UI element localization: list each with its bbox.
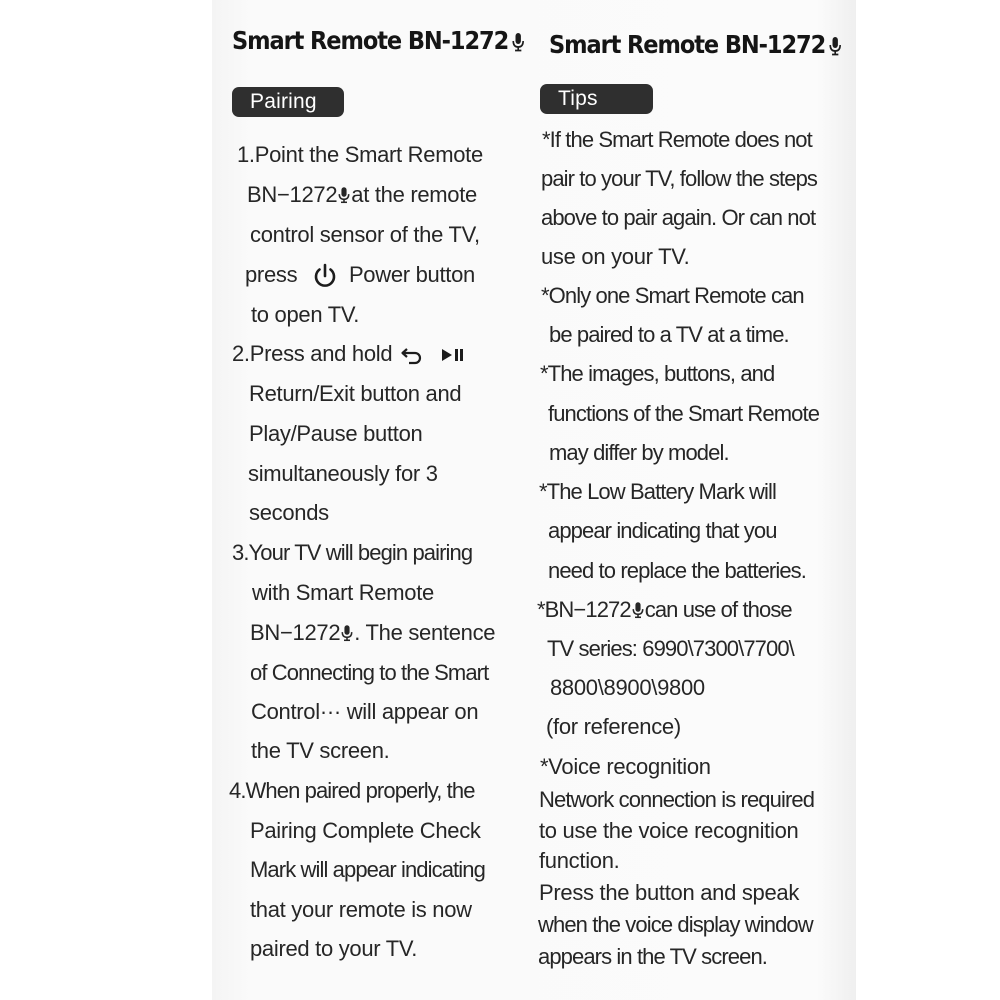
microphone-icon [341,624,353,642]
tips-line: pair to your TV, follow the steps [541,166,818,191]
pairing-line: 3.Your TV will begin pairing [232,540,473,565]
tips-line: TV series: 6990\7300\7700\ [547,636,794,661]
pairing-line: Mark will appear indicating [250,857,485,882]
pairing-line: the TV screen. [251,738,390,763]
tips-line: to use the voice recognition [539,818,799,843]
pairing-line-text: press [245,262,298,287]
tips-line: use on your TV. [541,244,690,269]
pairing-line-text: at the remote [351,182,477,207]
pairing-line: Control··· will appear on [251,699,479,724]
pairing-line: 4.When paired properly, the [229,778,475,803]
pairing-line-text: Power button [348,262,475,287]
pairing-line: with Smart Remote [252,580,434,605]
pairing-line [247,182,477,208]
heading-text: Smart Remote BN-1272 [549,30,826,59]
tips-line: *Only one Smart Remote can [541,283,804,308]
play-pause-icon [440,345,466,365]
model-text: BN−1272 [247,182,338,207]
pairing-line: paired to your TV. [250,936,418,961]
model-text: *BN−1272 [537,597,631,622]
pairing-line [245,262,475,289]
pairing-tab: Pairing [232,87,344,117]
pairing-line: that your remote is now [250,897,472,922]
tips-line: (for reference) [546,714,681,739]
pairing-line-text: 2.Press and hold [232,341,393,366]
tips-line: Network connection is required [539,787,815,812]
pairing-line: Return/Exit button and [249,381,462,406]
pairing-line: Pairing Complete Check [250,818,481,843]
tips-tab: Tips [540,84,653,114]
tips-line [537,597,792,623]
pairing-line: Play/Pause button [249,421,423,446]
pairing-line: 1.Point the Smart Remote [237,142,483,167]
pairing-line: simultaneously for 3 [248,461,438,486]
pairing-line: control sensor of the TV, [250,222,480,247]
microphone-icon [512,32,525,52]
page-title [232,26,524,55]
tips-line: may differ by model. [549,440,729,465]
tips-line: *If the Smart Remote does not [542,127,812,152]
pairing-line-text: . The sentence [354,620,496,645]
pairing-line: of Connecting to the Smart [250,660,489,685]
model-text: BN−1272 [250,620,341,645]
tips-line: *Voice recognition [540,754,711,779]
tips-line-text: can use of those [644,597,792,622]
pairing-line: to open TV. [251,302,360,327]
tips-line: appears in the TV screen. [538,944,768,969]
microphone-icon [338,186,350,204]
tips-line: above to pair again. Or can not [541,205,816,230]
heading-text: Smart Remote BN-1272 [232,26,509,55]
tips-line: *The Low Battery Mark will [539,479,777,504]
power-icon [311,263,339,289]
microphone-icon [829,36,842,56]
tips-line: need to replace the batteries. [548,558,806,583]
pairing-line: seconds [249,500,329,525]
page-title [549,30,841,59]
tips-line: appear indicating that you [548,518,777,543]
tips-line: 8800\8900\9800 [550,675,705,700]
tips-line: functions of the Smart Remote [548,401,820,426]
tips-line: function. [539,848,620,873]
microphone-icon [632,601,644,619]
tips-line: be paired to a TV at a time. [549,322,789,347]
pairing-line [250,620,495,646]
tips-line: *The images, buttons, and [540,361,775,386]
tips-line: when the voice display window [538,912,813,937]
pairing-line [232,341,466,367]
return-arrow-icon [400,345,426,365]
tips-line: Press the button and speak [539,880,800,905]
